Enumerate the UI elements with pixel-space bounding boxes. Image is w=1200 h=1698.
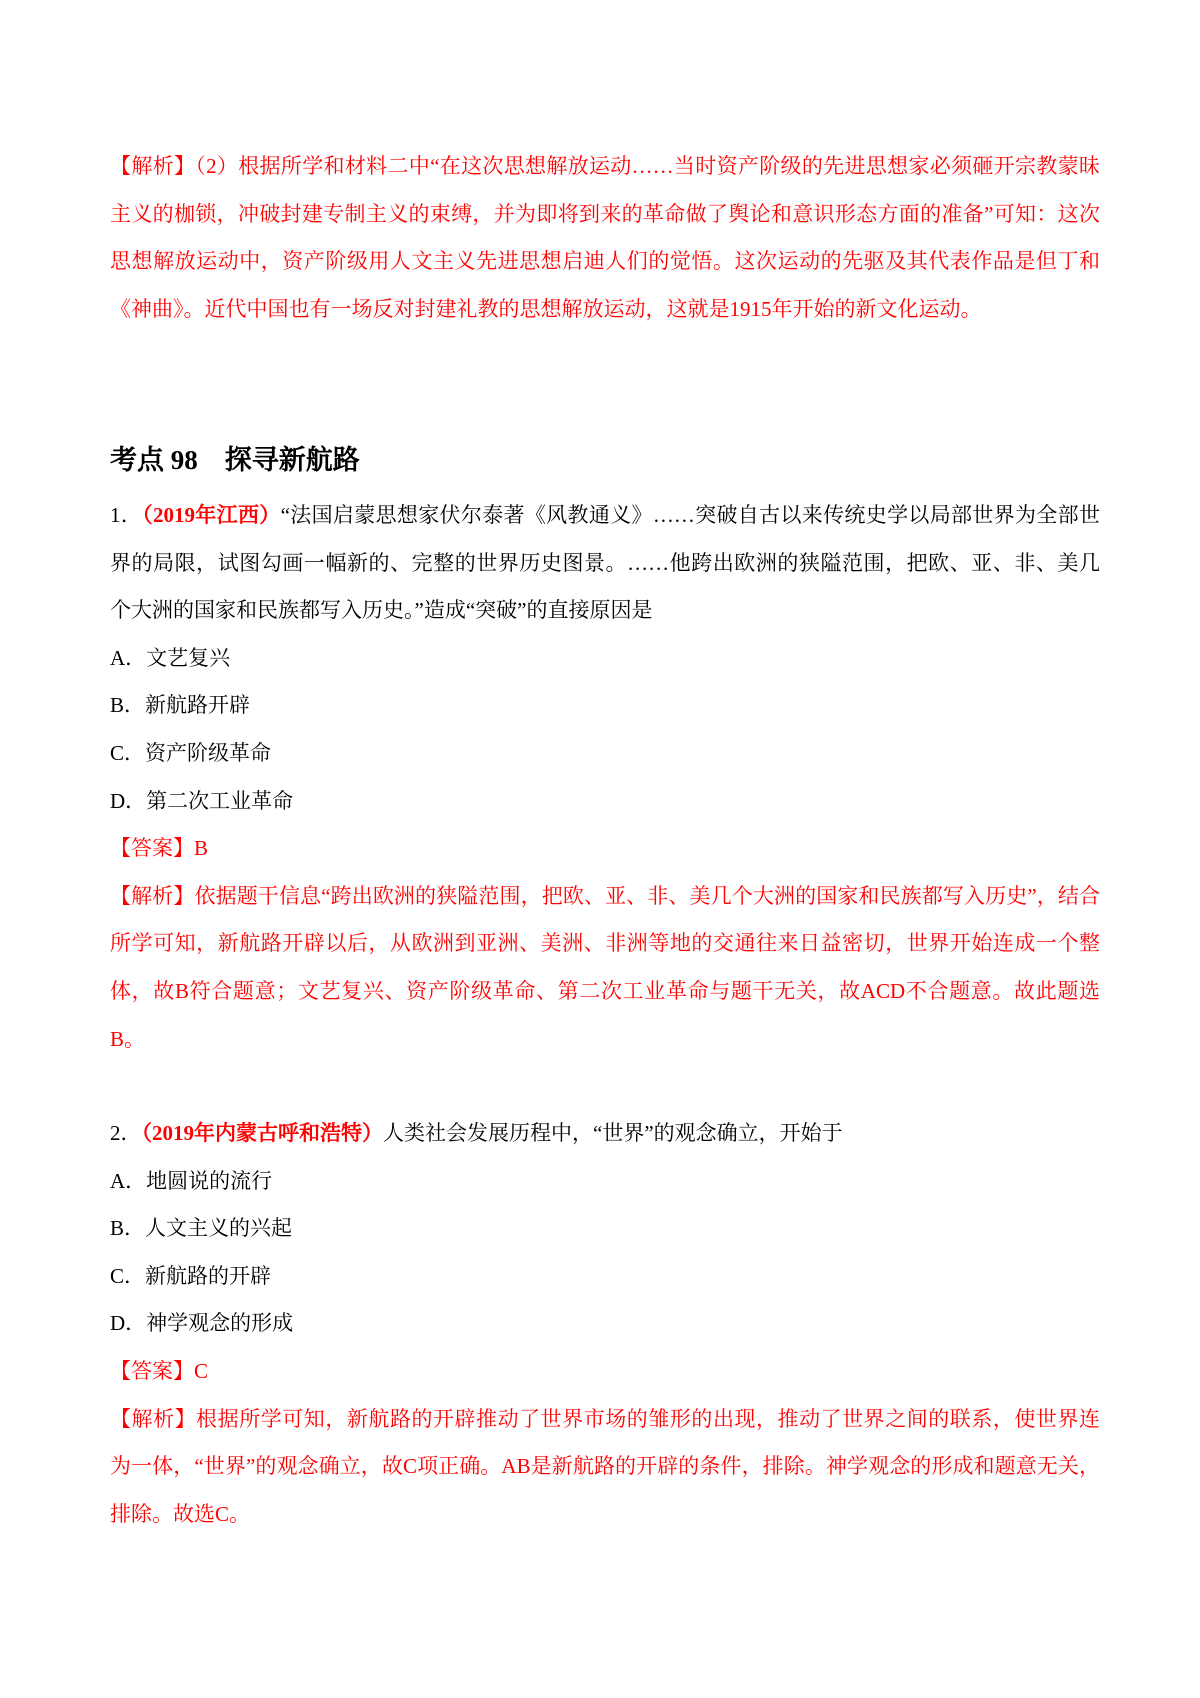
analysis-label: 【解析】	[110, 154, 196, 178]
section-heading: 考点 98 探寻新航路	[110, 445, 360, 475]
analysis-line: 【解析】根据所学可知，新航路的开辟推动了世界市场的雏形的出现，推动了世界之间的联系，使世界连	[110, 1406, 1101, 1431]
question-source: （2019年内蒙古呼和浩特）	[141, 1121, 383, 1145]
top-analysis	[110, 143, 1100, 333]
answer: 【答案】C	[110, 1358, 209, 1383]
option-d: D．第二次工业革命	[110, 788, 294, 813]
question-2	[110, 1110, 1100, 1538]
option-b: B．新航路开辟	[110, 693, 251, 718]
analysis-line: 所学可知，新航路开辟以后，从欧洲到亚洲、美洲、非洲等地的交通往来日益密切，世界开始连成一个整	[110, 931, 1100, 956]
option-d: D．神学观念的形成	[110, 1311, 294, 1336]
option-c: C．资产阶级革命	[110, 740, 272, 765]
question-stem-line: 个大洲的国家和民族都写入历史。”造成“突破”的直接原因是	[110, 598, 653, 623]
analysis-line: 【解析】（2）根据所学和材料二中“在这次思想解放运动……当时资产阶级的先进思想家必须砸开宗教蒙昧	[110, 154, 1100, 178]
analysis-line: B。	[110, 1026, 146, 1051]
analysis-line: 主义的枷锁，冲破封建专制主义的束缚，并为即将到来的革命做了舆论和意识形态方面的准备”可知：这次	[110, 201, 1100, 226]
analysis-line: 体，故B符合题意；文艺复兴、资产阶级革命、第二次工业革命与题干无关，故ACD不合题意。故此题选	[110, 978, 1100, 1003]
question-stem-line: 1．（2019年江西）“法国启蒙思想家伏尔泰著《风教通义》……突破自古以来传统史学以局部世界为全部世	[110, 503, 1101, 527]
question-1	[110, 492, 1100, 1063]
option-b: B．人文主义的兴起	[110, 1216, 293, 1241]
analysis-line: 为一体，“世界”的观念确立，故C项正确。AB是新航路的开辟的条件，排除。神学观念的形成和题意无关，	[110, 1454, 1100, 1479]
option-a: A．文艺复兴	[110, 645, 231, 670]
question-source: （2019年江西）	[142, 503, 281, 527]
option-c: C．新航路的开辟	[110, 1263, 272, 1288]
analysis-line: 排除。故选C。	[110, 1501, 251, 1526]
analysis-line: 《神曲》。近代中国也有一场反对封建礼教的思想解放运动，这就是1915年开始的新文化运动。	[110, 296, 982, 321]
answer: 【答案】B	[110, 836, 209, 861]
question-stem-line: 界的局限，试图勾画一幅新的、完整的世界历史图景。……他跨出欧洲的狭隘范围，把欧、亚、非、美几	[110, 550, 1100, 575]
option-a: A．地圆说的流行	[110, 1168, 273, 1193]
analysis-line: 思想解放运动中，资产阶级用人文主义先进思想启迪人们的觉悟。这次运动的先驱及其代表作品是但丁和	[110, 249, 1100, 274]
question-stem-line: 2．（2019年内蒙古呼和浩特）人类社会发展历程中，“世界”的观念确立，开始于	[110, 1121, 843, 1145]
analysis-line: 【解析】依据题干信息“跨出欧洲的狭隘范围，把欧、亚、非、美几个大洲的国家和民族都写入历史”，结合	[110, 883, 1101, 908]
